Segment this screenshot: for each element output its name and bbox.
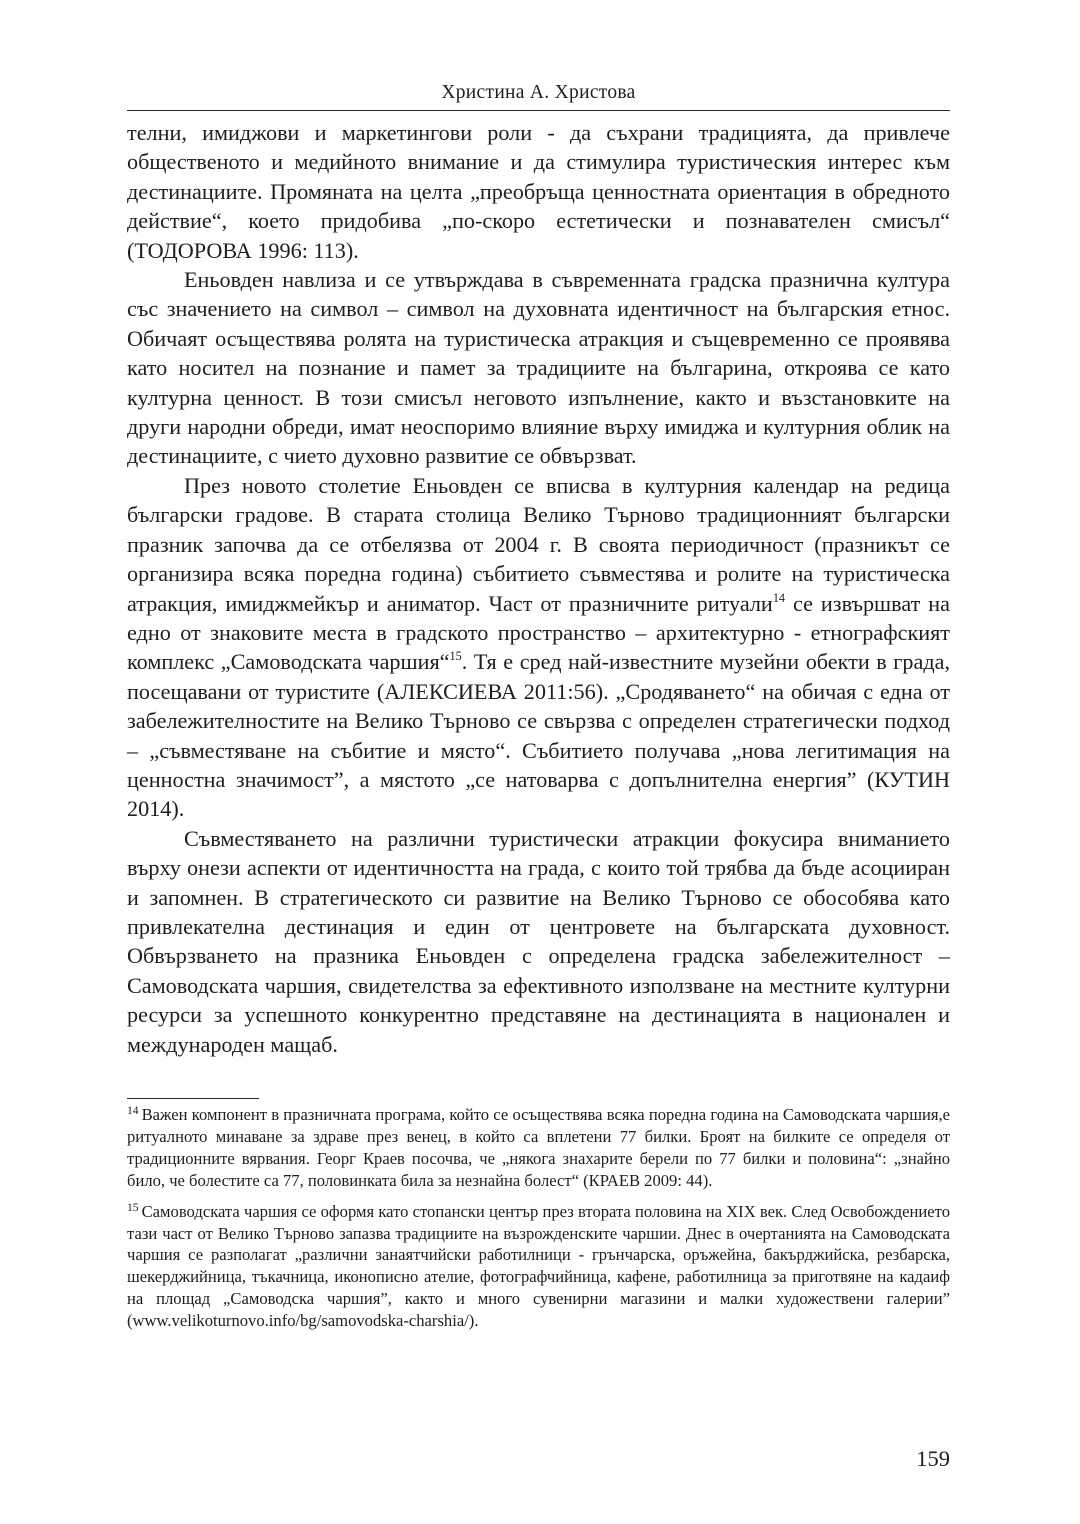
footnote-ref-14[interactable]: 14 bbox=[772, 590, 786, 605]
footnote-ref-15[interactable]: 15 bbox=[449, 649, 462, 664]
footnote-14-number: 14 bbox=[127, 1104, 139, 1118]
footnote-14 bbox=[127, 1104, 950, 1192]
paragraph-3 bbox=[127, 471, 950, 824]
body-text bbox=[127, 118, 950, 1059]
page-number: 159 bbox=[916, 1446, 950, 1471]
footnote-separator bbox=[127, 1098, 259, 1099]
paragraph-4: Съвместяването на различни туристически атракции фокусира вниманието върху онези аспекти от идентичността на града, с които той трябва да бъде асоцииран и запомнен. В стратегическото си развитие на Велико Търново се обособява като привлекателна дестинация и един от центровете на българската духовност. Обвързването на празника Еньовден с определена градска забележителност – Самоводската чаршия, свидетелства за ефективното използване на местните културни ресурси за успешното конкурентно представяне на дестинацията в национален и международен мащаб. bbox=[127, 825, 950, 1057]
paragraph-3-part-b: се извършват на едно от знаковите места в градското пространство – архитектурно - етнографският комплекс „Самоводската чаршия“ bbox=[127, 590, 950, 675]
footnote-15-text: Самоводската чаршия се оформя като стопански център през втората половина на XIX век. След Освобождението тази част от Велико Търново запазва традициите на възрожденските чаршии. Днес в очертанията на Самоводската чаршия се разполагат „различни занаятчийски работилници - грънчарска, оръжейна, бакърджийска, резбарска, шекерджийница, тъкачница, иконописно ателие, фотографчийница, кафене, работилница за приготвяне на кадаиф на площад „Самоводска чаршия”, както и много сувенирни магазини и малки художествени галерии” (www.velikoturnovo.info/bg/samovodska-charshia/). bbox=[127, 1201, 950, 1331]
running-header-author: Христина А. Христова bbox=[441, 82, 636, 103]
header-rule bbox=[127, 110, 950, 111]
paragraph-2: Еньовден навлиза и се утвърждава в съвременната градска празнична култура със значението на символ – символ на духовната идентичност на българския етнос. Обичаят осъществява ролята на туристическа атракция и същевременно се проявява като носител на познание и памет за традициите на българина, откроява се като културна ценност. В този смисъл неговото изпълнение, както и възстановките на други народни обреди, имат неоспоримо влияние върху имиджа и културния облик на дестинациите, с чието духовно развитие се обвързват. bbox=[127, 267, 950, 469]
footnote-14-text: Важен компонент в празничната програма, който се осъществява всяка поредна година на Самоводската чаршия,е ритуалното минаване за здраве през венец, в който са вплетени 77 билки. Броят на билките се определя от традиционните вярвания. Георг Краев посочва, че „някога знахарите берели по 77 билки и половина“: „знайно било, че болестите са 77, половинката била за незнайна болест“ (КРАЕВ 2009: 44). bbox=[127, 1105, 950, 1190]
paragraph-1: телни, имиджови и маркетингови роли - да съхрани традицията, да привлече общественото и медийното внимание и да стимулира туристическия интерес към дестинациите. Промяната на целта „преобръща ценностната ориентация в обредното действие“, което придобива „по-скоро естетически и познавателен смисъл“ (ТОДОРОВА 1996: 113). bbox=[127, 120, 950, 263]
paragraph-3-part-c: . Тя е сред най-известните музейни обекти в града, посещавани от туристите (АЛЕКСИЕВА 2011:56). „Сродяването“ на обичая с една от забележителностите на Велико Търново се свързва с определен стратегически подход – „съвместяване на събитие и място“. Събитието получава „нова легитимация на ценностна значимост”, а мястото „се натоварва с допълнителна енергия” (КУТИН 2014). bbox=[127, 649, 950, 822]
footnotes bbox=[127, 1104, 950, 1332]
footnote-15 bbox=[127, 1201, 950, 1332]
footnote-15-number: 15 bbox=[127, 1200, 139, 1214]
paragraph-3-part-a: През новото столетие Еньовден се вписва в културния календар на редица български градове. В старата столица Велико Търново традиционният български празник започва да се отбелязва от 2004 г. В своята периодичност (празникът се организира всяка поредна година) събитието съвместява и ролите на туристическа атракция, имиджмейкър и аниматор. Част от празничните ритуали bbox=[127, 472, 950, 616]
